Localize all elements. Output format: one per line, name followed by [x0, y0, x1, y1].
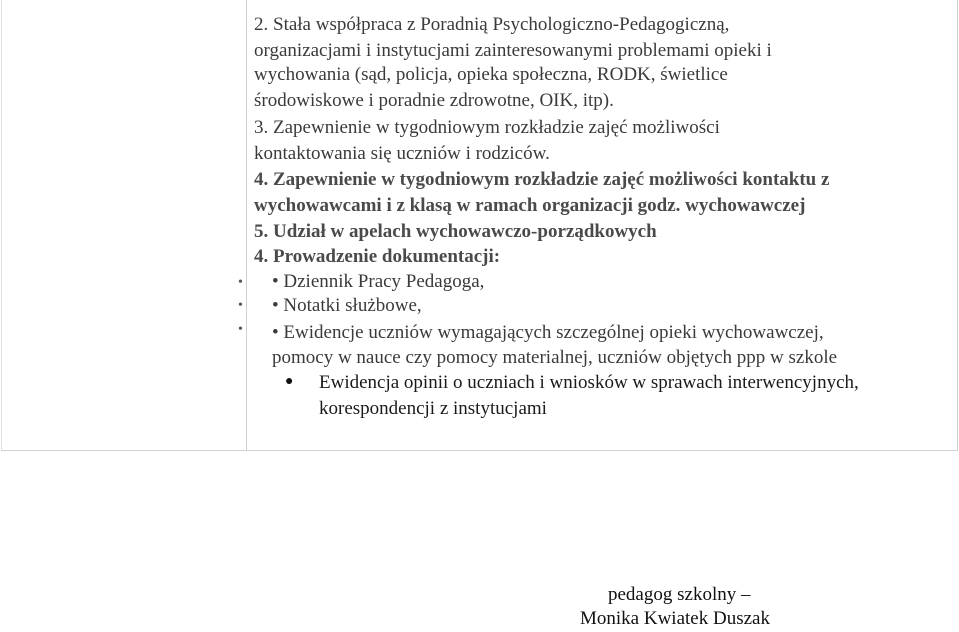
text-line-6: kontaktowania się uczniów i rodziców.	[254, 143, 550, 164]
text-line-3: wychowania (sąd, policja, opieka społeczna, RODK, świetlice	[254, 64, 728, 85]
sub-bullet-3: • Ewidencje uczniów wymagających szczególnej opieki wychowawczej,	[272, 322, 824, 343]
text-line-5: 3. Zapewnienie w tygodniowym rozkładzie zajęć możliwości	[254, 117, 720, 138]
text-line-7: 4. Zapewnienie w tygodniowym rozkładzie zajęć możliwości kontaktu z	[254, 169, 830, 190]
clipped-bullet-1: •	[238, 275, 243, 290]
sub-bullet-2: • Notatki służbowe,	[272, 295, 422, 316]
last-bullet-line-1: Ewidencja opinii o uczniach i wniosków w sprawach interwencyjnych,	[319, 372, 859, 393]
column-divider	[246, 0, 247, 451]
text-line-1: 2. Stała współpraca z Poradnią Psychologiczno-Pedagogiczną,	[254, 14, 730, 35]
clipped-bullet-3: •	[238, 322, 243, 337]
bullet-icon: ●	[285, 374, 294, 389]
signature-name: Monika Kwiatek Duszak	[580, 608, 770, 629]
text-line-9: 5. Udział w apelach wychowawczo-porządkowych	[254, 221, 657, 242]
text-line-2: organizacjami i instytucjami zainteresowanymi problemami opieki i	[254, 40, 772, 61]
signature-role: pedagog szkolny –	[608, 584, 751, 605]
text-line-4: środowiskowe i poradnie zdrowotne, OIK, itp).	[254, 90, 614, 111]
clipped-bullet-2: •	[238, 298, 243, 313]
text-line-10: 4. Prowadzenie dokumentacji:	[254, 246, 501, 267]
continuation-line: pomocy w nauce czy pomocy materialnej, uczniów objętych ppp w szkole	[272, 347, 838, 368]
last-bullet-line-2: korespondencji z instytucjami	[319, 398, 547, 419]
sub-bullet-1: • Dziennik Pracy Pedagoga,	[272, 271, 485, 292]
text-line-8: wychowawcami i z klasą w ramach organizacji godz. wychowawczej	[254, 195, 806, 216]
